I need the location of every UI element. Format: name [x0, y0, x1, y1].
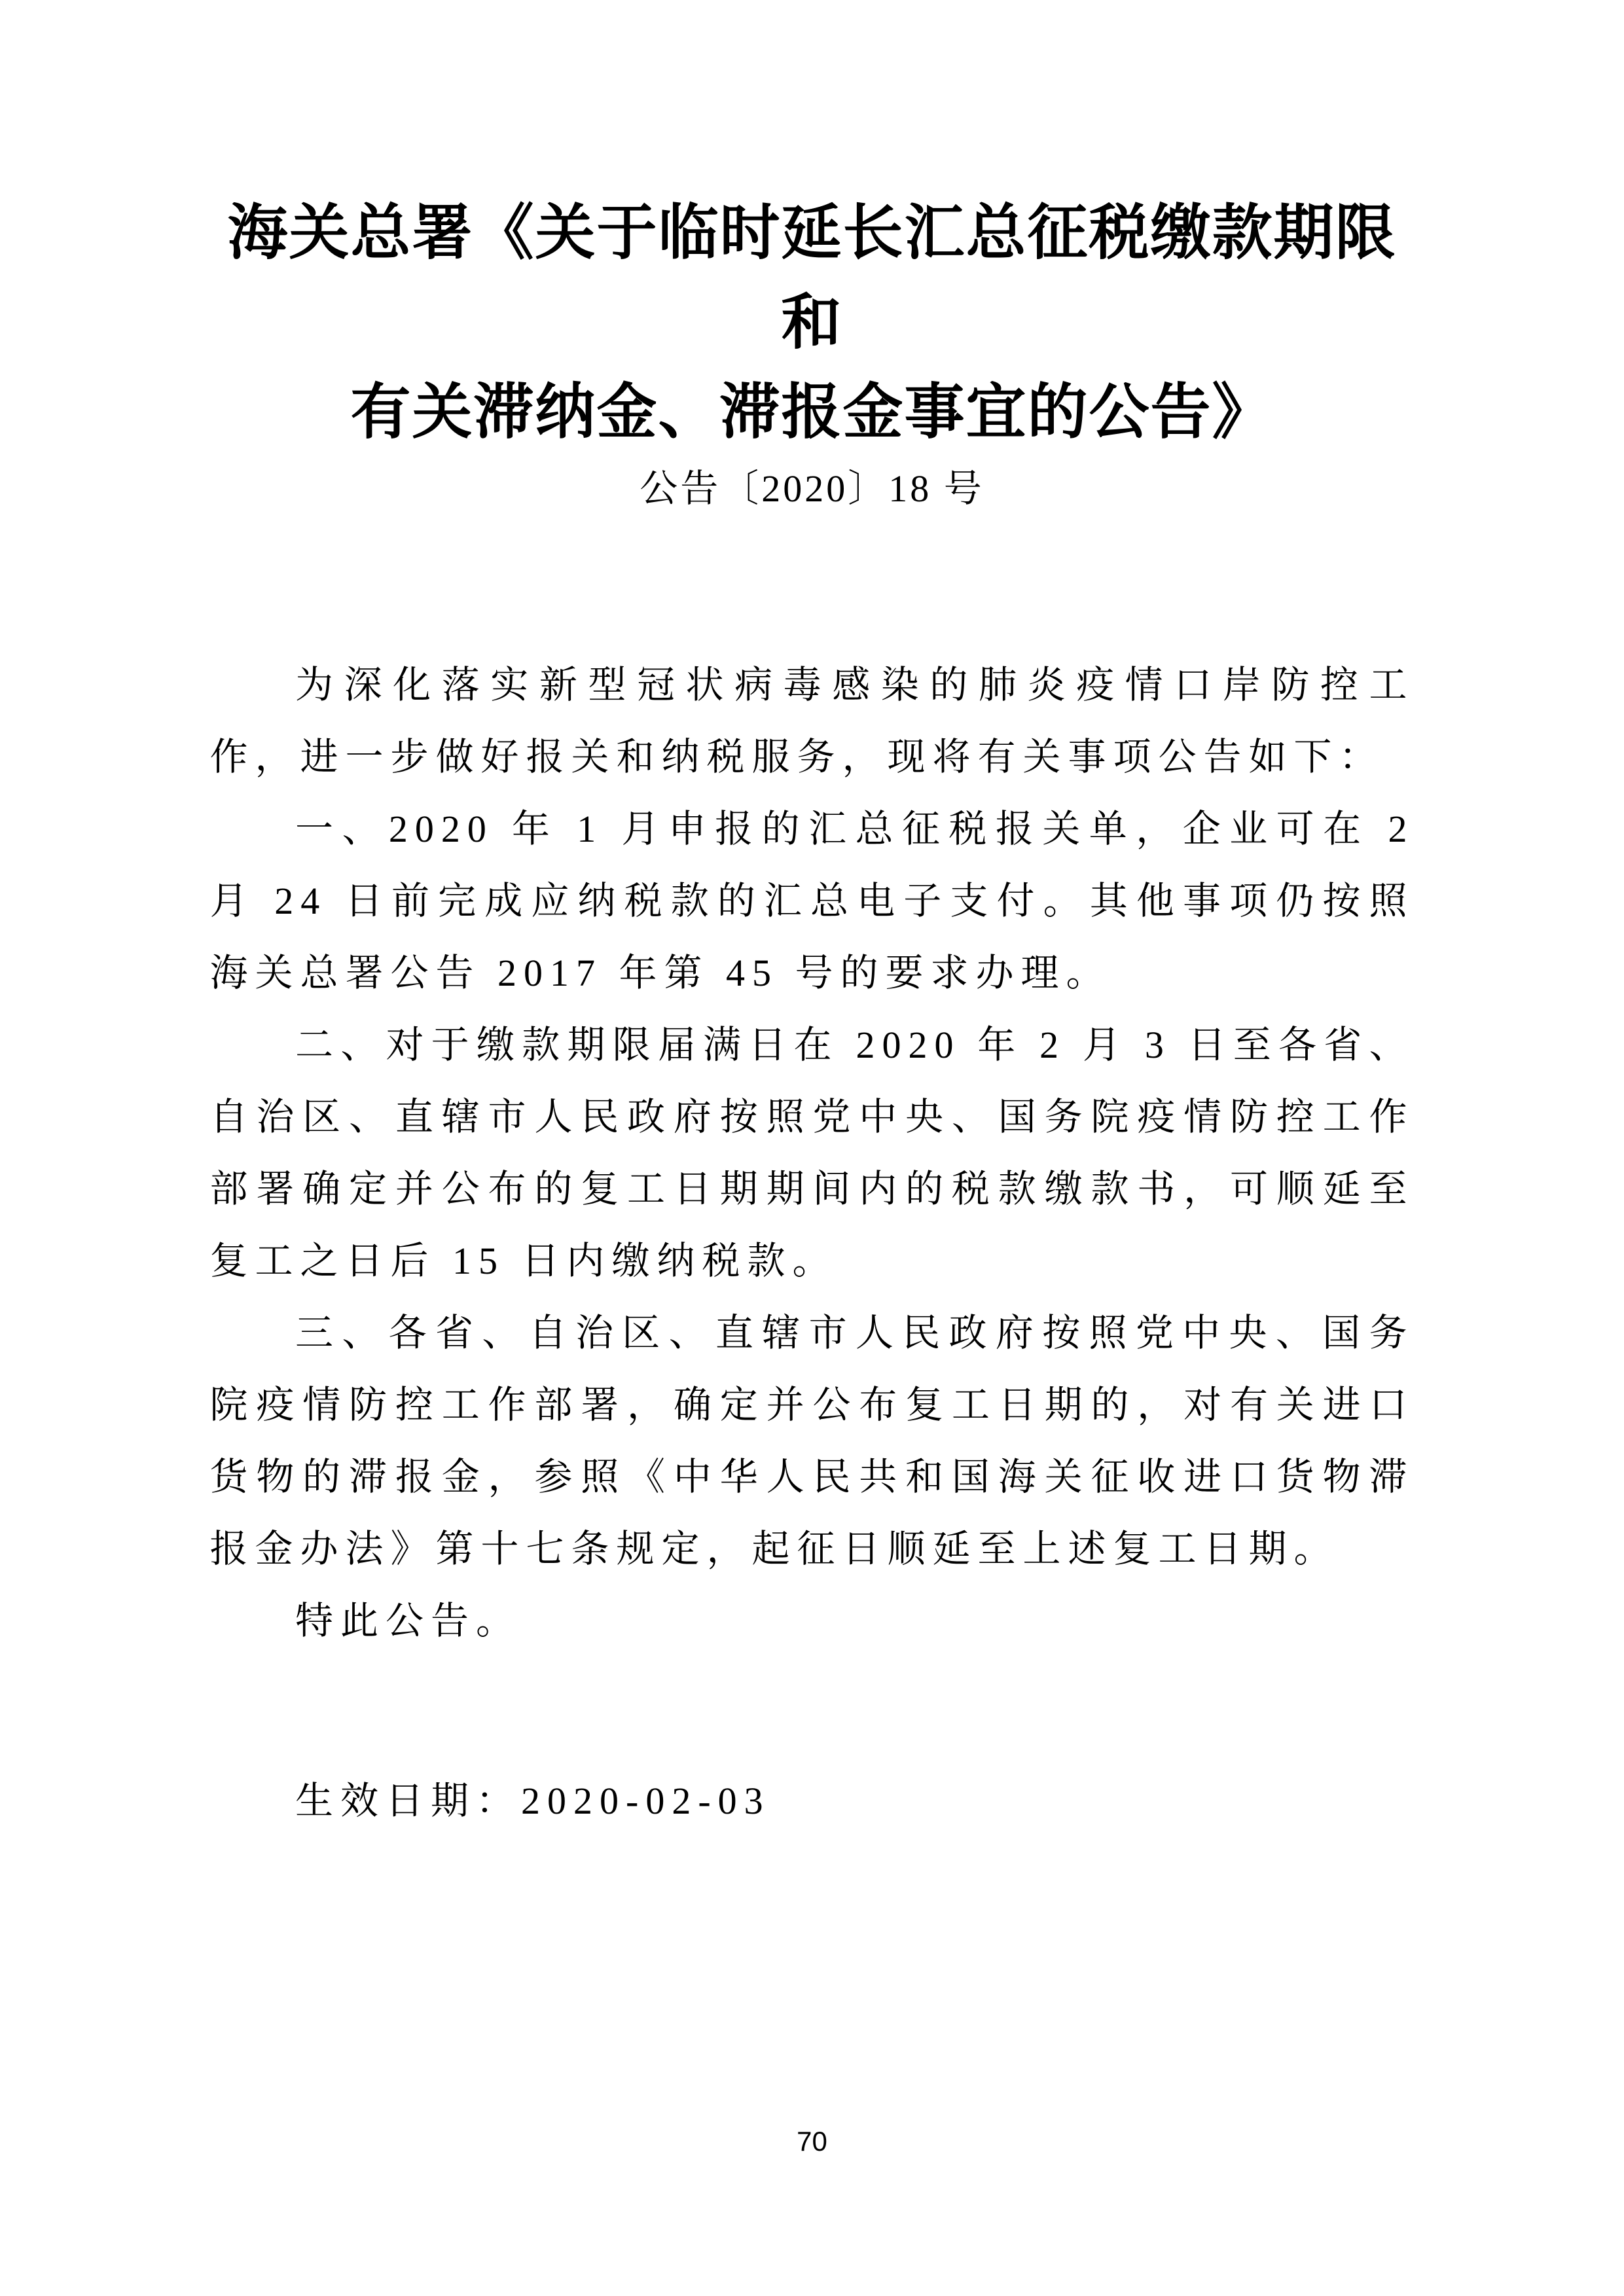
- document-number: 公告〔2020〕18 号: [640, 467, 984, 510]
- paragraph-item-2: 二、对于缴款期限届满日在 2020 年 2 月 3 日至各省、自治区、直辖市人民政府按照党中央、国务院疫情防控工作部署确定并公布的复工日期期间内的税款缴款书，可顺延至复工之日后 15 日内缴纳税款。: [209, 1024, 1415, 1282]
- document-title-line1: 海关总署《关于临时延长汇总征税缴款期限和: [227, 200, 1397, 356]
- paragraph-intro: 为深化落实新型冠状病毒感染的肺炎疫情口岸防控工作，进一步做好报关和纳税服务，现将有关事项公告如下：: [209, 664, 1415, 778]
- paragraph-item-1: 一、2020 年 1 月申报的汇总征税报关单，企业可在 2 月 24 日前完成应纳税款的汇总电子支付。其他事项仍按照海关总署公告 2017 年第 45 号的要求办理。: [209, 808, 1415, 994]
- document-title: [210, 0, 1415, 457]
- document-body: [210, 649, 1415, 1837]
- paragraph-closing: 特此公告。: [295, 1600, 522, 1642]
- document-title-line2: 有关滞纳金、滞报金事宜的公告》: [350, 379, 1274, 446]
- page-number: 70: [797, 2126, 827, 2157]
- paragraph-item-3: 三、各省、自治区、直辖市人民政府按照党中央、国务院疫情防控工作部署，确定并公布复工日期的，对有关进口货物的滞报金，参照《中华人民共和国海关征收进口货物滞报金办法》第十七条规定，起征日顺延至上述复工日期。: [209, 1312, 1415, 1570]
- document-content: [210, 0, 1415, 1837]
- effective-date: 生效日期：2020-02-03: [295, 1780, 770, 1822]
